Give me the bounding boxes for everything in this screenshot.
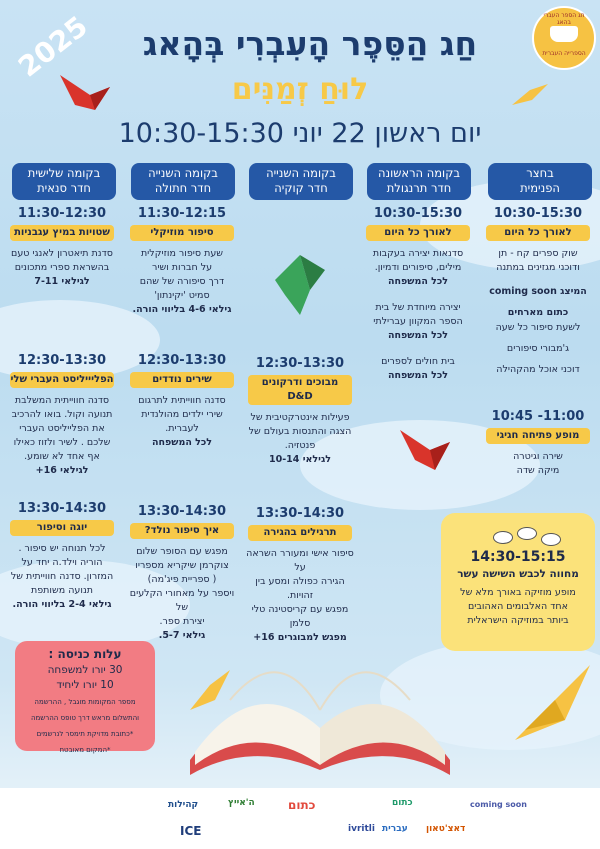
- sponsor-logo: ivritli: [348, 824, 375, 834]
- event-card-playlist: [6, 352, 118, 478]
- event-line: סמיט 'יקינתון': [154, 290, 210, 301]
- event-line: ביותר במוזיקה הישראלית: [467, 615, 569, 626]
- column-header-line: בקומה הראשונה: [377, 166, 460, 180]
- event-line: דרך סיפורה של שהם: [139, 276, 225, 287]
- sponsor-logo: coming soon: [470, 800, 527, 809]
- event-time: 13:30-14:30: [255, 506, 345, 521]
- event-line: מילים, סיפורים ודמיון.: [374, 262, 462, 273]
- event-label: לאורך כל היום: [366, 225, 470, 241]
- event-line: לכל המשפחה: [151, 437, 213, 448]
- event-line: יצירת ספר.: [159, 616, 205, 627]
- column-header-line: חדר קוקיה: [274, 181, 328, 195]
- event-line: מפגש למבוגרים 16+: [253, 632, 347, 643]
- event-line: מפגש עם הסופר שלום: [136, 546, 228, 557]
- event-label: שטויות במיץ עגבניות: [10, 225, 114, 241]
- column-header-line: הפנימית: [520, 181, 560, 195]
- logo-text-bottom: הספרייה העברית: [542, 50, 586, 57]
- event-label: מופע פתיחה חגיגי: [486, 428, 590, 444]
- book-icon: [550, 26, 578, 42]
- event-time: 13:30-14:30: [17, 501, 107, 516]
- event-line: לגילאי 10-14: [269, 454, 331, 465]
- column-header-cuckoo-room: [249, 163, 353, 200]
- event-line: שעת סיפור מוזיקלית: [140, 248, 224, 259]
- event-line: תנועה וקול. בואו להרכיב: [11, 409, 113, 420]
- event-line: סדנת תיאטרון לאנגי טעם: [11, 248, 113, 259]
- event-line: דוכני אוכל מהקהילה: [496, 364, 580, 375]
- column-header-courtyard: [488, 163, 592, 200]
- event-card-tomato-nonsense: [6, 205, 118, 289]
- event-line: אף אחד לא שומע.: [24, 451, 100, 462]
- yellow-crane-icon: [505, 660, 595, 750]
- event-card-wandering-songs: [126, 352, 238, 450]
- event-line: ויספר על מאחורי הקלעים של: [129, 588, 235, 613]
- event-line: מופע מוזיקה באורך מלא של: [460, 587, 576, 598]
- event-line: פנטזיה.: [284, 440, 316, 451]
- event-line: סדנאות יצירה בעקבות: [372, 248, 464, 259]
- event-label: יוגה וסיפור: [10, 520, 114, 536]
- sponsor-logo: ICE: [180, 824, 202, 838]
- sponsor-logo: קהילות: [168, 800, 199, 810]
- sheep-icon: [517, 527, 537, 540]
- event-time: 10:30-15:30: [373, 206, 463, 221]
- price-note: והתשלום מראש דרך טופס ההרשמה: [30, 714, 140, 722]
- event-line: שלכם . לשיר ולזוז כאילו: [13, 437, 111, 448]
- event-line: סדנה חווייתית המשלבת: [14, 395, 110, 406]
- event-line: ג'מבורי סיפורים: [506, 343, 570, 354]
- logo-text-top: חג הספר העברי בהאג: [543, 12, 585, 26]
- column-header-rooster-room: [367, 163, 471, 200]
- event-time: 12:30-13:30: [255, 356, 345, 371]
- event-time: 10:30-15:30: [493, 206, 583, 221]
- event-label: איך סיפור נולד?: [130, 523, 234, 539]
- price-note: מספר המקומות מוגבל , ההרשמה: [34, 698, 136, 706]
- sponsor-logo: עברית: [382, 824, 408, 834]
- page-subtitle: לוּחַ זְמַנִּים: [231, 72, 369, 107]
- column-header-line: בחצר: [526, 166, 554, 180]
- festival-logo: [532, 6, 596, 70]
- sponsor-logo: ה'אייץ: [228, 798, 255, 808]
- event-card-how-story-born: [126, 503, 238, 643]
- event-line: לכל תנוחה יש סיפור .: [18, 543, 106, 554]
- event-line: גילאי 2-4 בליווי הורה.: [12, 599, 112, 610]
- event-line: בהשראת ספרי מתכונים: [14, 262, 110, 273]
- event-line: שירי ילדים מהולנדית: [141, 409, 223, 420]
- event-time: 10:45 -11:00: [491, 409, 585, 424]
- price-single: 10 יורו ליחיד: [56, 679, 114, 691]
- event-line: לכל המשפחה: [387, 276, 449, 287]
- event-line: הצגה והתנסות בעולם של: [248, 426, 352, 437]
- sheep-icon: [493, 531, 513, 544]
- event-line: יצירה מיוחדת של בית: [375, 302, 461, 313]
- event-line: על חברות ושיר: [151, 262, 213, 273]
- yellow-bird-icon: [510, 80, 550, 110]
- event-line: שוק ספרים קח - תן: [498, 248, 578, 259]
- event-line: צוקרמן שיקריא מספריו: [135, 560, 229, 571]
- event-line: המזרון. סדנה חווייתית של: [10, 571, 114, 582]
- event-time: 11:30-12:30: [17, 206, 107, 221]
- event-card-courtyard-extras: [482, 284, 594, 377]
- sponsor-logo: דאצ'טאון: [426, 824, 466, 834]
- event-line: הוריה וילד.ה יחד על: [21, 557, 103, 568]
- event-date: יום ראשון 22 יוני 10:30-15:30: [118, 118, 482, 149]
- price-note: *המקום מאובטח: [59, 746, 111, 754]
- event-time: 12:30-13:30: [137, 353, 227, 368]
- price-family: 30 יורו למשפחה: [47, 664, 123, 676]
- event-line: גילאי 5-7.: [158, 630, 206, 641]
- sheep-icon: [541, 533, 561, 546]
- event-line: את הפלייליסט העברי: [19, 423, 105, 434]
- sponsor-logo: כתום: [392, 798, 413, 808]
- event-line: ודוכני מגזינים במתנה: [496, 262, 580, 273]
- event-title: מחווה לכבש השישה עשר: [457, 568, 579, 580]
- event-line: כתום מארחים: [507, 307, 569, 318]
- event-time: 11:30-12:15: [137, 206, 227, 221]
- event-line: הספר המקוון עברילתי: [373, 316, 463, 327]
- event-label: מבוכים ודרקונים D&D: [248, 375, 352, 405]
- event-line: גילאי 4-6 בליווי הורה.: [132, 304, 232, 315]
- event-card-migration-talk: [244, 505, 356, 645]
- event-line: פעילות אינטרקטיבית של: [250, 412, 350, 423]
- column-header-line: בקומה השנייה: [266, 166, 336, 180]
- event-line: בית חולים לספרים: [381, 356, 455, 367]
- event-time: 14:30-15:15: [470, 549, 566, 565]
- event-line: שירה וגיטרה: [513, 451, 563, 462]
- event-card-opening-show: [482, 408, 594, 478]
- red-bird-icon: [55, 65, 115, 125]
- column-header-cat-room: [131, 163, 235, 200]
- event-line: לכל המשפחה: [387, 370, 449, 381]
- event-line: מפגש עם קריסטינה טלי סלמן: [251, 604, 349, 629]
- column-header-line: חדר סנאית: [37, 181, 91, 195]
- event-card-musical-story: [126, 205, 238, 317]
- event-line: לשעת סיפור כל שעה: [495, 322, 581, 333]
- event-time: 13:30-14:30: [137, 504, 227, 519]
- event-time: 12:30-13:30: [17, 353, 107, 368]
- open-book-illustration: [170, 640, 470, 780]
- year-label: 2025: [12, 9, 94, 84]
- sponsor-logo: כתום: [288, 798, 316, 812]
- event-line: המיצג coming soon: [489, 286, 587, 297]
- sponsors-footer: [0, 788, 600, 849]
- entry-price-box: [15, 641, 155, 754]
- page-title: חַג הַסֵּפֶר הָעִבְרִי בְּהָאג: [142, 24, 478, 63]
- event-card-creative-workshops: [362, 205, 474, 383]
- event-line: סיפור אישי ומעורר השראה על: [246, 548, 354, 573]
- event-line: הגירה כפולה ומסע בין זהויות.: [255, 576, 345, 601]
- event-line: תנועה משותפת: [30, 585, 93, 596]
- event-card-allday-market: [482, 205, 594, 275]
- column-header-line: חדר תרנגולת: [386, 181, 452, 195]
- event-line: מיקה שדה: [516, 465, 560, 476]
- event-label: שירים נודדים: [130, 372, 234, 388]
- column-header-line: בקומה השנייה: [148, 166, 218, 180]
- price-heading: עלות כניסה :: [48, 647, 122, 661]
- event-card-dungeons-dragons: [244, 355, 356, 467]
- red-bird-icon: [395, 420, 455, 480]
- column-header-squirrel-room: [12, 163, 116, 200]
- special-event-box: [441, 513, 595, 651]
- event-line: לעברית.: [165, 423, 199, 434]
- event-label: סיפור מוזיקלי: [130, 225, 234, 241]
- event-label: תרגילים בהגירה: [248, 525, 352, 541]
- event-line: לכל המשפחה: [387, 330, 449, 341]
- price-note: *כתובת מדויקת תימסר לנרשמים: [36, 730, 134, 738]
- event-line: אחד האלבומים האהובים: [468, 601, 568, 612]
- event-card-yoga-story: [6, 500, 118, 612]
- event-line: סדנה חווייתית לתרגום: [138, 395, 226, 406]
- column-header-line: חדר חתולה: [154, 181, 212, 195]
- event-line: לגילאי 16+: [35, 465, 89, 476]
- green-bird-icon: [270, 250, 330, 320]
- event-label: לאורך כל היום: [486, 225, 590, 241]
- column-header-line: בקומה שלישית: [27, 166, 101, 180]
- event-line: לגילאי 7-11: [34, 276, 90, 287]
- event-label: הפליייליסט העברי שלי: [10, 372, 114, 388]
- event-line: ( ספריית פיג'מה): [147, 574, 217, 585]
